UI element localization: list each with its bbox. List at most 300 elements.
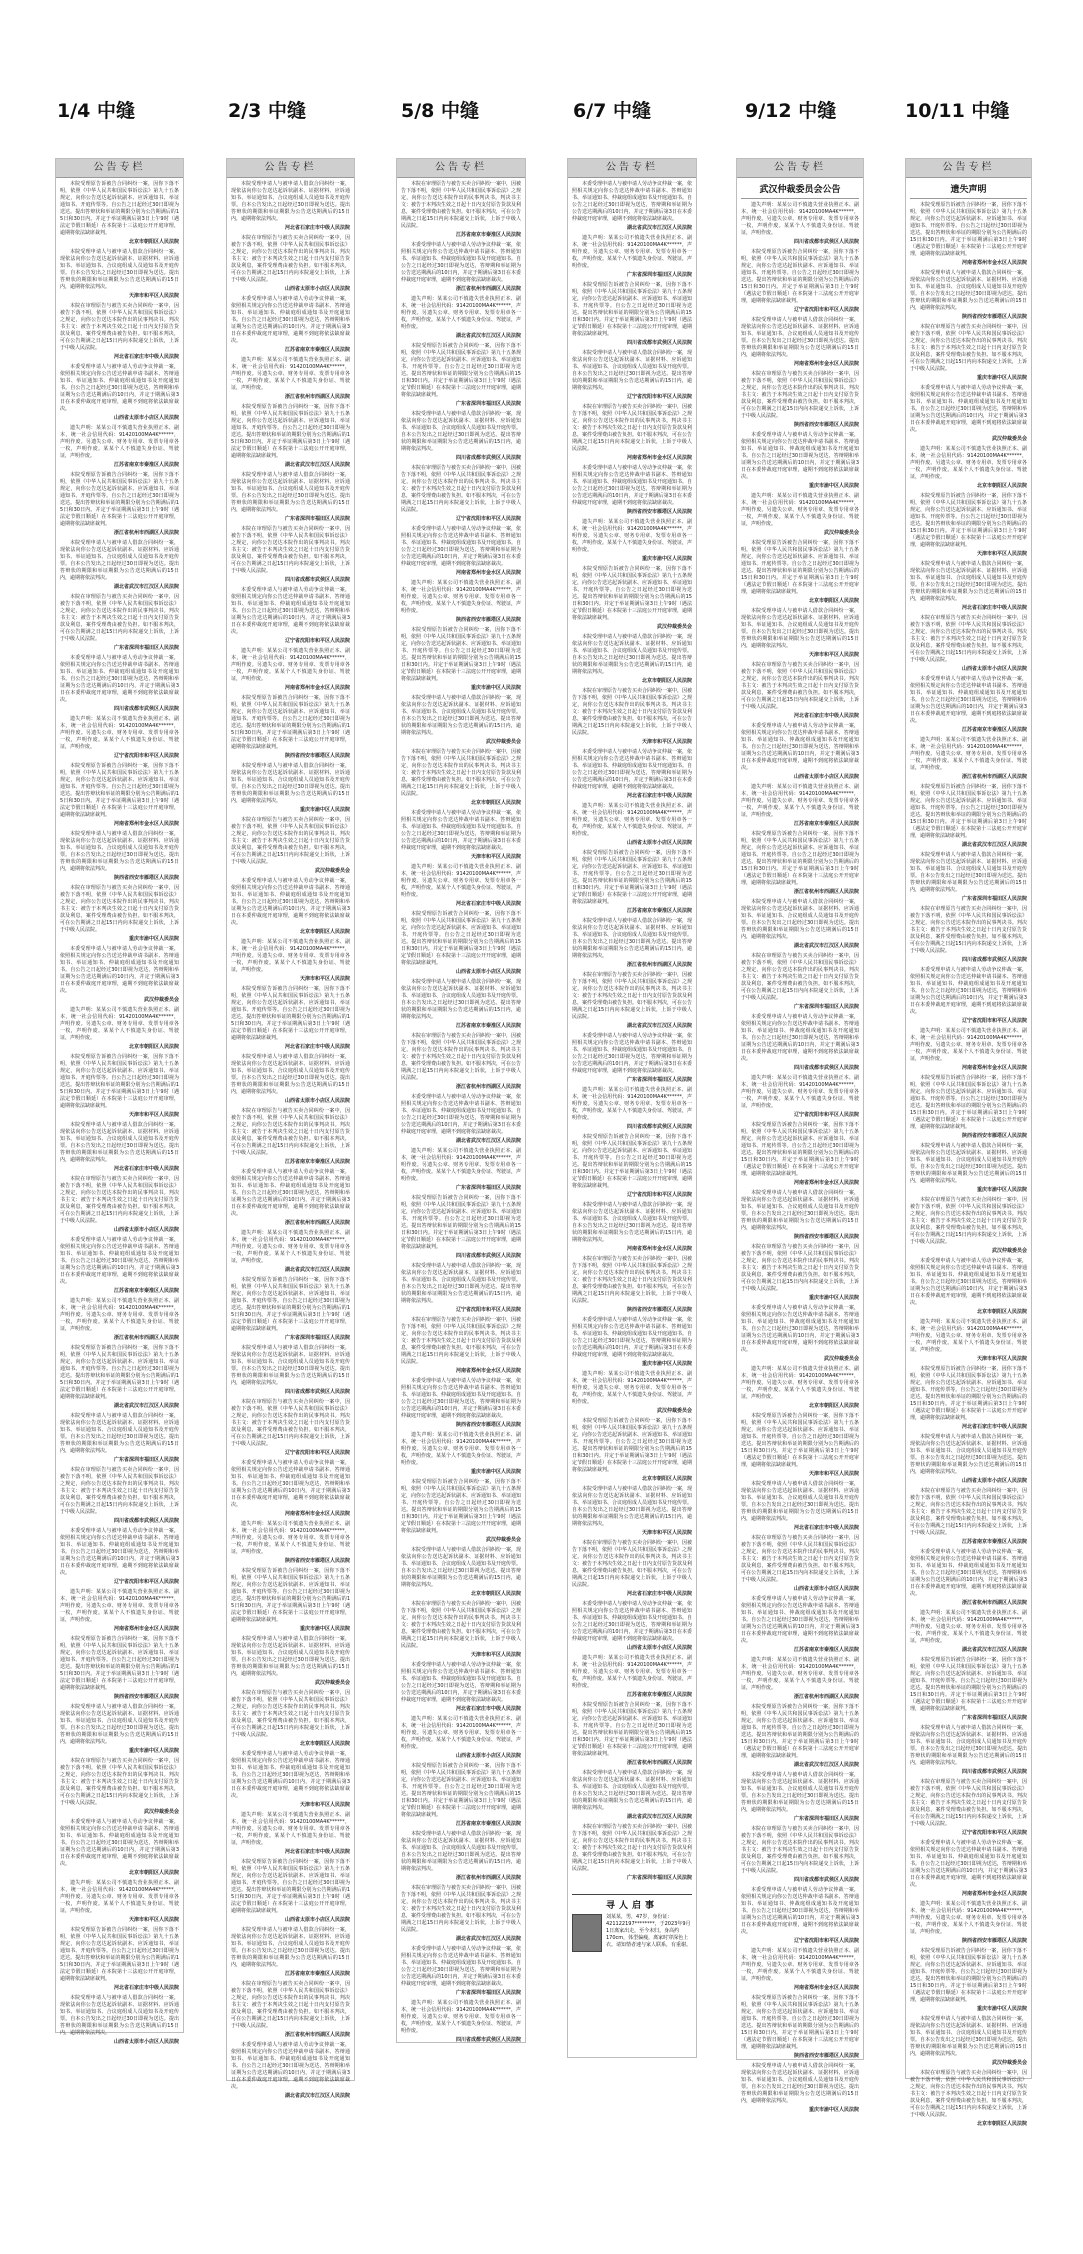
notice-signature: 陕西省西安市雁塔区人民法院 <box>113 1694 179 1700</box>
notice-signature: 四川省成都市武侯区人民法院 <box>793 239 859 245</box>
notice-paragraph: 本委受理申请人与被申请人劳动争议仲裁一案，依照相关规定向你公告送达仲裁申请书副本、答辩通知书、举证通知书、仲裁庭组成通知书及开庭通知书。自公告之日起经过30日即视为送达，答辩期和举证期为公告送达期满后的10日内，并定于期满后第3日在本委仲裁庭开庭审理，逾期不到庭将依法缺席裁决。 <box>401 1378 522 1419</box>
column-6 <box>905 158 1032 2127</box>
notice-signature: 河南省郑州市金水区人民法院 <box>284 685 350 691</box>
notice-signature: 天津市和平区人民法院 <box>976 1356 1027 1362</box>
notice-paragraph: 本院受理原告诉被告合同纠纷一案，因你下落不明，依照《中华人民共和国民事诉讼法》第九十五条规定，向你公告送达起诉状副本、应诉通知书、举证通知书、开庭传票等。自公告之日起经过30日即视为送达。提出答辩状和举证的期限分别为公告期满后的15日和30日内。并定于举证期满后第3日上午9时（遇法定节假日顺延）在本院第十三法庭公开开庭审理，逾期将依法缺席裁判。 <box>231 1277 350 1332</box>
notice-signature: 重庆市渝中区人民法院 <box>976 375 1027 381</box>
notice-paragraph: 本院在审理原告与被告买卖合同纠纷一案中，因被告下落不明，依照《中华人民共和国民事诉讼法》之规定，向你公告送达本院作出的民事判决书。判决书主文：被告于本判决生效之日起十日内支付原告货款及利息，案件受理费由被告负担。如不服本判决，可在公告期满之日起15日内向本院递交上诉状，上诉于中级人民法院。 <box>572 404 693 452</box>
notice-paragraph: 本委受理申请人与被申请人劳动争议仲裁一案，依照相关规定向你公告送达仲裁申请书副本、答辩通知书、举证通知书、仲裁庭组成通知书及开庭通知书。自公告之日起经过30日即视为送达，答辩期和举证期为公告送达期满后的10日内，并定于期满后第3日在本委仲裁庭开庭审理，逾期不到庭将依法缺席裁决。 <box>401 1946 522 1987</box>
notice-paragraph: 本委受理申请人与被申请人劳动争议仲裁一案，依照相关规定向你公告送达仲裁申请书副本、答辩通知书、举证通知书、仲裁庭组成通知书及开庭通知书。自公告之日起经过30日即视为送达，答辩期和举证期为公告送达期满后的10日内，并定于期满后第3日在本委仲裁庭开庭审理，逾期不到庭将依法缺席裁决。 <box>741 1596 859 1644</box>
notice-paragraph: 本院受理原告诉被告合同纠纷一案，因你下落不明，依照《中华人民共和国民事诉讼法》第九十五条规定，向你公告送达起诉状副本、应诉通知书、举证通知书、开庭传票等。自公告之日起经过30日即视为送达。提出答辩状和举证的期限分别为公告期满后的15日和30日内。并定于举证期满后第3日上午9时（遇法定节假日顺延）在本院第十三法庭公开开庭审理，逾期将依法缺席裁判。 <box>910 784 1027 839</box>
notice-paragraph: 本院受理原告诉被告合同纠纷一案，因你下落不明，依照《中华人民共和国民事诉讼法》第九十五条规定，向你公告送达起诉状副本、应诉通知书、举证通知书、开庭传票等。自公告之日起经过30日即视为送达。提出答辩状和举证的期限分别为公告期满后的15日和30日内。并定于举证期满后第3日上午9时（遇法定节假日顺延）在本院第十三法庭公开开庭审理，逾期将依法缺席裁判。 <box>401 911 522 966</box>
notice-signature: 重庆市渝中区人民法院 <box>641 556 692 562</box>
notice-signature: 河北省石家庄市中级人民法院 <box>455 1706 521 1712</box>
notice-signature: 江苏省南京市秦淮区人民法院 <box>626 1692 692 1698</box>
notice-paragraph: 本委受理申请人与被申请人劳动争议仲裁一案，依照相关规定向你公告送达仲裁申请书副本、答辩通知书、举证通知书、仲裁庭组成通知书及开庭通知书。自公告之日起经过30日即视为送达，答辩期和举证期为公告送达期满后的10日内，并定于期满后第3日在本委仲裁庭开庭审理，逾期不到庭将依法缺席裁决。 <box>60 1237 179 1285</box>
notice-paragraph: 本院受理申请人与被申请人借款合同纠纷一案，现依法向你公告送达起诉状副本、证据材料、应诉通知书、举证通知书、合议庭组成人员通知书及开庭传票。自本公告发出之日起经过30日即视为送达。提出答辩状的期限和举证期限为公告送达期满后的15日内，逾期将依法判决。 <box>401 1263 522 1304</box>
column-2 <box>226 158 355 2099</box>
notice-signature: 武汉仲裁委员会 <box>485 739 521 745</box>
notice-signature: 河南省郑州市金水区人民法院 <box>961 260 1027 266</box>
notice-paragraph: 本委受理申请人与被申请人劳动争议仲裁一案，依照相关规定向你公告送达仲裁申请书副本、答辩通知书、举证通知书、仲裁庭组成通知书及开庭通知书。自公告之日起经过30日即视为送达，答辩期和举证期为公告送达期满后的10日内，并定于期满后第3日在本委仲裁庭开庭审理，逾期不到庭将依法缺席裁决。 <box>231 878 350 926</box>
notice-paragraph: 本委受理申请人与被申请人劳动争议仲裁一案，依照相关规定向你公告送达仲裁申请书副本、答辩通知书、举证通知书、仲裁庭组成通知书及开庭通知书。自公告之日起经过30日即视为送达，答辩期和举证期为公告送达期满后的10日内，并定于期满后第3日在本委仲裁庭开庭审理，逾期不到庭将依法缺席裁决。 <box>401 242 522 283</box>
notice-signature: 湖北省武汉市江汉区人民法院 <box>626 1023 692 1029</box>
notice-signature: 浙江省杭州市西湖区人民法院 <box>626 1760 692 1766</box>
notice-paragraph: 本院受理原告诉被告合同纠纷一案，因你下落不明，依照《中华人民共和国民事诉讼法》第九十五条规定，向你公告送达起诉状副本、应诉通知书、举证通知书、开庭传票等。自公告之日起经过30日即视为送达。提出答辩状和举证的期限分别为公告期满后的15日和30日内。并定于举证期满后第3日上午9时（遇法定节假日顺延）在本院第十三法庭公开开庭审理，逾期将依法缺席裁判。 <box>60 1927 179 1982</box>
notice-paragraph: 本院受理原告诉被告合同纠纷一案，因你下落不明，依照《中华人民共和国民事诉讼法》第九十五条规定，向你公告送达起诉状副本、应诉通知书、举证通知书、开庭传票等。自公告之日起经过30日即视为送达。提出答辩状和举证的期限分别为公告期满后的15日和30日内。并定于举证期满后第3日上午9时（遇法定节假日顺延）在本院第十三法庭公开开庭审理，逾期将依法缺席裁判。 <box>60 1636 179 1691</box>
notice-paragraph: 本院受理原告诉被告合同纠纷一案，因你下落不明，依照《中华人民共和国民事诉讼法》第九十五条规定，向你公告送达起诉状副本、应诉通知书、举证通知书、开庭传票等。自公告之日起经过30日即视为送达。提出答辩状和举证的期限分别为公告期满后的15日和30日内。并定于举证期满后第3日上午9时（遇法定节假日顺延）在本院第十三法庭公开开庭审理，逾期将依法缺席裁判。 <box>401 1195 522 1250</box>
notice-paragraph: 本院在审理原告与被告买卖合同纠纷一案中，因被告下落不明，依照《中华人民共和国民事诉讼法》之规定，向你公告送达本院作出的民事判决书。判决书主文：被告于本判决生效之日起十日内支付原告货款及利息，案件受理费由被告负担。如不服本判决，可在公告期满之日起15日内向本院递交上诉状，上诉于中级人民法院。 <box>572 972 693 1020</box>
notice-paragraph: 本院受理原告诉被告合同纠纷一案，因你下落不明，依照《中华人民共和国民事诉讼法》第九十五条规定，向你公告送达起诉状副本、应诉通知书、举证通知书、开庭传票等。自公告之日起经过30日即视为送达。提出答辩状和举证的期限分别为公告期满后的15日和30日内。并定于举证期满后第3日上午9时（遇法定节假日顺延）在本院第十三法庭公开开庭审理，逾期将依法缺席裁判。 <box>910 1075 1027 1130</box>
notice-paragraph: 本院受理申请人与被申请人借款合同纠纷一案，现依法向你公告送达起诉状副本、证据材料、应诉通知书、举证通知书、合议庭组成人员通知书及开庭传票。自本公告发出之日起经过30日即视为送达。提出答辩状的期限和举证期限为公告送达期满后的15日内，逾期将依法判决。 <box>910 852 1027 893</box>
notice-signature: 重庆市渝中区人民法院 <box>641 1361 692 1367</box>
notice-signature: 重庆市渝中区人民法院 <box>299 1626 350 1632</box>
notice-paragraph: 本委受理申请人与被申请人劳动争议仲裁一案，依照相关规定向你公告送达仲裁申请书副本、答辩通知书、举证通知书、仲裁庭组成通知书及开庭通知书。自公告之日起经过30日即视为送达，答辩期和举证期为公告送达期满后的10日内，并定于期满后第3日在本委仲裁庭开庭审理，逾期不到庭将依法缺席裁决。 <box>401 1094 522 1135</box>
notice-paragraph: 本委受理申请人与被申请人劳动争议仲裁一案，依照相关规定向你公告送达仲裁申请书副本、答辩通知书、举证通知书、仲裁庭组成通知书及开庭通知书。自公告之日起经过30日即视为送达，答辩期和举证期为公告送达期满后的10日内，并定于期满后第3日在本委仲裁庭开庭审理，逾期不到庭将依法缺席裁决。 <box>910 1549 1027 1597</box>
column-4 <box>567 158 697 2058</box>
notice-paragraph: 本院受理申请人与被申请人借款合同纠纷一案，现依法向你公告送达起诉状副本、证据材料、应诉通知书、举证通知书、合议庭组成人员通知书及开庭传票。自本公告发出之日起经过30日即视为送达。提出答辩状的期限和举证期限为公告送达期满后的15日内，逾期将依法判决。 <box>741 1481 859 1522</box>
notice-signature: 天津市和平区人民法院 <box>128 293 179 299</box>
notice-signature: 江苏省南京市秦淮区人民法院 <box>455 232 521 238</box>
notice-paragraph: 本院受理原告诉被告合同纠纷一案，因你下落不明，依照《中华人民共和国民事诉讼法》第九十五条规定，向你公告送达起诉状副本、应诉通知书、举证通知书、开庭传票等。自公告之日起经过30日即视为送达。提出答辩状和举证的期限分别为公告期满后的15日和30日内。并定于举证期满后第3日上午9时（遇法定节假日顺延）在本院第十三法庭公开开庭审理，逾期将依法缺席裁判。 <box>60 763 179 818</box>
notice-signature: 北京市朝阳区人民法院 <box>470 800 521 806</box>
notice-signature: 武汉仲裁委员会 <box>314 868 350 874</box>
notice-signature: 北京市朝阳区人民法院 <box>808 598 859 604</box>
notice-paragraph: 本院受理申请人与被申请人借款合同纠纷一案，现依法向你公告送达起诉状副本、证据材料、应诉通知书、举证通知书、合议庭组成人员通知书及开庭传票。自本公告发出之日起经过30日即视为送达。提出答辩状的期限和举证期限为公告送达期满后的15日内，逾期将依法判决。 <box>741 1772 859 1813</box>
notice-signature: 北京市朝阳区人民法院 <box>641 678 692 684</box>
notice-paragraph: 本院受理申请人与被申请人借款合同纠纷一案，现依法向你公告送达起诉状副本、证据材料、应诉通知书、举证通知书、合议庭组成人员通知书及开庭传票。自本公告发出之日起经过30日即视为送达。提出答辩状的期限和举证期限为公告送达期满后的15日内，逾期将依法判决。 <box>741 317 859 358</box>
notice-paragraph: 本院受理原告诉被告合同纠纷一案，因你下落不明，依照《中华人民共和国民事诉讼法》第九十五条规定，向你公告送达起诉状副本、应诉通知书、举证通知书、开庭传票等。自公告之日起经过30日即视为送达。提出答辩状和举证的期限分别为公告期满后的15日和30日内。并定于举证期满后第3日上午9时（遇法定节假日顺延）在本院第十三法庭公开开庭审理，逾期将依法缺席裁判。 <box>741 249 859 304</box>
notice-paragraph: 遗失声明：某某公司不慎遗失营业执照正本、副本，统一社会信用代码：91420100MA4K******，声明作废。另遗失公章、财务专用章、发票专用章各一枚，声明作废。某某个人不慎遗失身份证、驾驶证，声明作废。 <box>910 737 1027 771</box>
notice-paragraph: 本院在审理原告与被告买卖合同纠纷一案中，因被告下落不明，依照《中华人民共和国民事诉讼法》之规定，向你公告送达本院作出的民事判决书。判决书主文：被告于本判决生效之日起十日内支付原告货款及利息，案件受理费由被告负担。如不服本判决，可在公告期满之日起15日内向本院递交上诉状，上诉于中级人民法院。 <box>572 1540 693 1588</box>
notice-paragraph: 遗失声明：某某公司不慎遗失营业执照正本、副本，统一社会信用代码：91420100MA4K******，声明作废。另遗失公章、财务专用章、发票专用章各一枚，声明作废。某某个人不慎遗失身份证、驾驶证，声明作废。 <box>401 2000 522 2034</box>
notice-text <box>737 199 863 2120</box>
notice-signature: 山西省太原市小店区人民法院 <box>961 1478 1027 1484</box>
notice-paragraph: 本院受理原告诉被告合同纠纷一案，因你下落不明，依照《中华人民共和国民事诉讼法》第九十五条规定，向你公告送达起诉状副本、应诉通知书、举证通知书、开庭传票等。自公告之日起经过30日即视为送达。提出答辩状和举证的期限分别为公告期满后的15日和30日内。并定于举证期满后第3日上午9时（遇法定节假日顺延）在本院第十三法庭公开开庭审理，逾期将依法缺席裁判。 <box>60 472 179 527</box>
notice-signature: 河北省石家庄市中级人民法院 <box>793 1525 859 1531</box>
notice-paragraph: 本院在审理原告与被告买卖合同纠纷一案中，因被告下落不明，依照《中华人民共和国民事诉讼法》之规定，向你公告送达本院作出的民事判决书。判决书主文：被告于本判决生效之日起十日内支付原告货款及利息，案件受理费由被告负担。如不服本判决，可在公告期满之日起15日内向本院递交上诉状，上诉于中级人民法院。 <box>231 1981 350 2029</box>
notice-paragraph: 本院受理原告诉被告合同纠纷一案，因你下落不明，依照《中华人民共和国民事诉讼法》第九十五条规定，向你公告送达起诉状副本、应诉通知书、举证通知书、开庭传票等。自公告之日起经过30日即视为送达。提出答辩状和举证的期限分别为公告期满后的15日和30日内。并定于举证期满后第3日上午9时（遇法定节假日顺延）在本院第十三法庭公开开庭审理，逾期将依法缺席裁判。 <box>910 1948 1027 2003</box>
notice-paragraph: 本院在审理原告与被告买卖合同纠纷一案中，因被告下落不明，依照《中华人民共和国民事诉讼法》之规定，向你公告送达本院作出的民事判决书。判决书主文：被告于本判决生效之日起十日内支付原告货款及利息，案件受理费由被告负担。如不服本判决，可在公告期满之日起15日内向本院递交上诉状，上诉于中级人民法院。 <box>910 1488 1027 1536</box>
column-header: 公告专栏 <box>737 159 863 178</box>
notice-paragraph: 本院受理原告诉被告合同纠纷一案，因你下落不明，依照《中华人民共和国民事诉讼法》第九十五条规定，向你公告送达起诉状副本、应诉通知书、举证通知书、开庭传票等。自公告之日起经过30日即视为送达。提出答辩状和举证的期限分别为公告期满后的15日和30日内。并定于举证期满后第3日上午9时（遇法定节假日顺延）在本院第十三法庭公开开庭审理，逾期将依法缺席裁判。 <box>910 202 1027 257</box>
notice-signature: 天津市和平区人民法院 <box>976 551 1027 557</box>
notice-signature: 河南省郑州市金水区人民法院 <box>284 1511 350 1517</box>
notice-signature: 河北省石家庄市中级人民法院 <box>961 605 1027 611</box>
notice-signature: 河南省郑州市金水区人民法院 <box>793 1180 859 1186</box>
notice-signature: 山西省太原市小店区人民法院 <box>626 840 692 846</box>
notice-paragraph: 本委受理申请人与被申请人劳动争议仲裁一案，依照相关规定向你公告送达仲裁申请书副本、答辩通知书、举证通知书、仲裁庭组成通知书及开庭通知书。自公告之日起经过30日即视为送达，答辩期和举证期为公告送达期满后的10日内，并定于期满后第3日在本委仲裁庭开庭审理，逾期不到庭将依法缺席裁决。 <box>60 655 179 703</box>
notice-signature: 江苏省南京市秦淮区人民法院 <box>961 1539 1027 1545</box>
notice-signature: 辽宁省沈阳市和平区人民法院 <box>113 753 179 759</box>
notice-signature: 天津市和平区人民法院 <box>641 1530 692 1536</box>
notice-signature: 武汉仲裁委员会 <box>823 530 859 536</box>
notice-signature: 江苏省南京市秦淮区人民法院 <box>284 1159 350 1165</box>
notice-signature: 浙江省杭州市西湖区人民法院 <box>455 1084 521 1090</box>
notice-paragraph: 本院在审理原告与被告买卖合同纠纷一案中，因被告下落不明，依照《中华人民共和国民事诉讼法》之规定，向你公告送达本院作出的民事判决书。判决书主文：被告于本判决生效之日起十日内支付原告货款及利息，案件受理费由被告负担。如不服本判决，可在公告期满之日起15日内向本院递交上诉状，上诉于中级人民法院。 <box>231 817 350 865</box>
notice-paragraph: 本委受理申请人与被申请人劳动争议仲裁一案，依照相关规定向你公告送达仲裁申请书副本、答辩通知书、举证通知书、仲裁庭组成通知书及开庭通知书。自公告之日起经过30日即视为送达，答辩期和举证期为公告送达期满后的10日内，并定于期满后第3日在本委仲裁庭开庭审理，逾期不到庭将依法缺席裁决。 <box>910 676 1027 724</box>
page-label-5: 9/12 中缝 <box>745 100 837 122</box>
notice-paragraph: 遗失声明：某某公司不慎遗失营业执照正本、副本，统一社会信用代码：91420100MA4K******，声明作废。另遗失公章、财务专用章、发票专用章各一枚，声明作废。某某个人不慎遗失身份证、驾驶证，声明作废。 <box>401 1148 522 1182</box>
notice-paragraph: 本院在审理原告与被告买卖合同纠纷一案中，因被告下落不明，依照《中华人民共和国民事诉讼法》之规定，向你公告送达本院作出的民事判决书。判决书主文：被告于本判决生效之日起十日内支付原告货款及利息，案件受理费由被告负担。如不服本判决，可在公告期满之日起15日内向本院递交上诉状，上诉于中级人民法院。 <box>401 749 522 797</box>
notice-paragraph: 本院受理申请人与被申请人借款合同纠纷一案，现依法向你公告送达起诉状副本、证据材料、应诉通知书、举证通知书、合议庭组成人员通知书及开庭传票。自本公告发出之日起经过30日即视为送达。提出答辩状的期限和举证期限为公告送达期满后的15日内，逾期将依法判决。 <box>60 1122 179 1163</box>
notice-signature: 河北省石家庄市中级人民法院 <box>284 225 350 231</box>
notice-paragraph: 本院受理原告诉被告合同纠纷一案，因你下落不明，依照《中华人民共和国民事诉讼法》第九十五条规定，向你公告送达起诉状副本、应诉通知书、举证通知书、开庭传票等。自公告之日起经过30日即视为送达。提出答辩状和举证的期限分别为公告期满后的15日和30日内。并定于举证期满后第3日上午9时（遇法定节假日顺延）在本院第十三法庭公开开庭审理，逾期将依法缺席裁判。 <box>572 1418 693 1473</box>
notice-signature: 辽宁省沈阳市和平区人民法院 <box>455 1307 521 1313</box>
notice-paragraph: 遗失声明：某某公司不慎遗失营业执照正本、副本，统一社会信用代码：91420100MA4K******，声明作废。另遗失公章、财务专用章、发票专用章各一枚，声明作废。某某个人不慎遗失身份证、驾驶证，声明作废。 <box>910 1319 1027 1353</box>
column-5 <box>736 158 864 2113</box>
notice-paragraph: 遗失声明：某某公司不慎遗失营业执照正本、副本，统一社会信用代码：91420100MA4K******，声明作废。另遗失公章、财务专用章、发票专用章各一枚，声明作废。某某个人不慎遗失身份证、驾驶证，声明作废。 <box>401 296 522 330</box>
notice-signature: 江苏省南京市秦淮区人民法院 <box>626 908 692 914</box>
notice-paragraph: 遗失声明：某某公司不慎遗失营业执照正本、副本，统一社会信用代码：91420100MA4K******，声明作废。另遗失公章、财务专用章、发票专用章各一枚，声明作废。某某个人不慎遗失身份证、驾驶证，声明作废。 <box>60 1880 179 1914</box>
notice-paragraph: 本院在审理原告与被告买卖合同纠纷一案中，因被告下落不明，依照《中华人民共和国民事诉讼法》之规定，向你公告送达本院作出的民事判决书。判决书主文：被告于本判决生效之日起十日内支付原告货款及利息，案件受理费由被告负担。如不服本判决，可在公告期满之日起15日内向本院递交上诉状，上诉于中级人民法院。 <box>60 1176 179 1224</box>
column-3 <box>396 158 526 2043</box>
notice-paragraph: 本委受理申请人与被申请人劳动争议仲裁一案，依照相关规定向你公告送达仲裁申请书副本、答辩通知书、举证通知书、仲裁庭组成通知书及开庭通知书。自公告之日起经过30日即视为送达，答辩期和举证期为公告送达期满后的10日内，并定于期满后第3日在本委仲裁庭开庭审理，逾期不到庭将依法缺席裁决。 <box>60 1819 179 1867</box>
notice-signature: 河南省郑州市金水区人民法院 <box>113 821 179 827</box>
notice-paragraph: 本委受理申请人与被申请人劳动争议仲裁一案，依照相关规定向你公告送达仲裁申请书副本、答辩通知书、举证通知书、仲裁庭组成通知书及开庭通知书。自公告之日起经过30日即视为送达，答辩期和举证期为公告送达期满后的10日内，并定于期满后第3日在本委仲裁庭开庭审理，逾期不到庭将依法缺席裁决。 <box>572 181 693 222</box>
missing-person-text: 刘某某，男，47岁，身份证：421122197********，于2023年9月1日离家出走，至今未归。身高约170cm，体型偏瘦，离家时穿深色上衣。请知情者速与家人联系，有重谢。 <box>606 1914 692 1948</box>
notice-paragraph: 本委受理申请人与被申请人劳动争议仲裁一案，依照相关规定向你公告送达仲裁申请书副本、答辩通知书、举证通知书、仲裁庭组成通知书及开庭通知书。自公告之日起经过30日即视为送达，答辩期和举证期为公告送达期满后的10日内，并定于期满后第3日在本委仲裁庭开庭审理，逾期不到庭将依法缺席裁决。 <box>572 1317 693 1358</box>
notice-paragraph: 本院受理申请人与被申请人借款合同纠纷一案，现依法向你公告送达起诉状副本、证据材料、应诉通知书、举证通知书、合议庭组成人员通知书及开庭传票。自本公告发出之日起经过30日即视为送达。提出答辩状的期限和举证期限为公告送达期满后的15日内，逾期将依法判决。 <box>910 1143 1027 1184</box>
notice-signature: 河南省郑州市金水区人民法院 <box>113 1626 179 1632</box>
notice-paragraph: 本院在审理原告与被告买卖合同纠纷一案中，因被告下落不明，依照《中华人民共和国民事诉讼法》之规定，向你公告送达本院作出的民事判决书。判决书主文：被告于本判决生效之日起十日内支付原告货款及利息，案件受理费由被告负担。如不服本判决，可在公告期满之日起15日内向本院递交上诉状，上诉于中级人民法院。 <box>60 303 179 351</box>
notice-signature: 浙江省杭州市西湖区人民法院 <box>961 774 1027 780</box>
notice-signature: 广东省深圳市福田区人民法院 <box>455 1990 521 1996</box>
notice-signature: 湖北省武汉市江汉区人民法院 <box>455 333 521 339</box>
missing-person-title: 寻人启事 <box>605 1901 658 1911</box>
notice-paragraph: 本院在审理原告与被告买卖合同纠纷一案中，因被告下落不明，依照《中华人民共和国民事诉讼法》之规定，向你公告送达本院作出的民事判决书。判决书主文：被告于本判决生效之日起十日内支付原告货款及利息，案件受理费由被告负担。如不服本判决，可在公告期满之日起15日内向本院递交上诉状，上诉于中级人民法院。 <box>741 953 859 1001</box>
notice-paragraph: 本院受理原告诉被告合同纠纷一案，因你下落不明，依照《中华人民共和国民事诉讼法》第九十五条规定，向你公告送达起诉状副本、应诉通知书、举证通知书、开庭传票等。自公告之日起经过30日即视为送达。提出答辩状和举证的期限分别为公告期满后的15日和30日内。并定于举证期满后第3日上午9时（遇法定节假日顺延）在本院第十三法庭公开开庭审理，逾期将依法缺席裁判。 <box>401 343 522 398</box>
notice-paragraph: 本院受理原告诉被告合同纠纷一案，因你下落不明，依照《中华人民共和国民事诉讼法》第九十五条规定，向你公告送达起诉状副本、应诉通知书、举证通知书、开庭传票等。自公告之日起经过30日即视为送达。提出答辩状和举证的期限分别为公告期满后的15日和30日内。并定于举证期满后第3日上午9时（遇法定节假日顺延）在本院第十三法庭公开开庭审理，逾期将依法缺席裁判。 <box>60 1054 179 1109</box>
notice-signature: 北京市朝阳区人民法院 <box>976 1309 1027 1315</box>
notice-paragraph: 遗失声明：某某公司不慎遗失营业执照正本、副本，统一社会信用代码：91420100MA4K******，声明作废。另遗失公章、财务专用章、发票专用章各一枚，声明作废。某某个人不慎遗失身份证、驾驶证，声明作废。 <box>401 864 522 898</box>
notice-signature: 陕西省西安市雁塔区人民法院 <box>626 509 692 515</box>
notice-signature: 湖北省武汉市江汉区人民法院 <box>626 225 692 231</box>
notice-paragraph: 本院受理申请人与被申请人借款合同纠纷一案，现依法向你公告送达起诉状副本、证据材料、应诉通知书、举证通知书、合议庭组成人员通知书及开庭传票。自本公告发出之日起经过30日即视为送达。提出答辩状的期限和举证期限为公告送达期满后的15日内，逾期将依法判决。 <box>60 831 179 872</box>
notice-signature: 重庆市渝中区人民法院 <box>299 807 350 813</box>
notice-paragraph: 本委受理申请人与被申请人劳动争议仲裁一案，依照相关规定向你公告送达仲裁申请书副本、答辩通知书、举证通知书、仲裁庭组成通知书及开庭通知书。自公告之日起经过30日即视为送达，答辩期和举证期为公告送达期满后的10日内，并定于期满后第3日在本委仲裁庭开庭审理，逾期不到庭将依法缺席裁决。 <box>741 1305 859 1353</box>
notice-signature: 河南省郑州市金水区人民法院 <box>961 1065 1027 1071</box>
notice-paragraph: 遗失声明：某某公司不慎遗失营业执照正本、副本，统一社会信用代码：91420100MA4K******，声明作废。另遗失公章、财务专用章、发票专用章各一枚，声明作废。某某个人不慎遗失身份证、驾驶证，声明作废。 <box>910 1028 1027 1062</box>
notice-paragraph: 本院在审理原告与被告买卖合同纠纷一案中，因被告下落不明，依照《中华人民共和国民事诉讼法》之规定，向你公告送达本院作出的民事判决书。判决书主文：被告于本判决生效之日起十日内支付原告货款及利息，案件受理费由被告负担。如不服本判决，可在公告期满之日起15日内向本院递交上诉状，上诉于中级人民法院。 <box>231 235 350 283</box>
notice-signature: 陕西省西安市雁塔区人民法院 <box>455 1422 521 1428</box>
notice-signature: 天津市和平区人民法院 <box>128 1112 179 1118</box>
notice-signature: 陕西省西安市雁塔区人民法院 <box>793 1234 859 1240</box>
notice-paragraph: 本院受理原告诉被告合同纠纷一案，因你下落不明，依照《中华人民共和国民事诉讼法》第九十五条规定，向你公告送达起诉状副本、应诉通知书、举证通知书、开庭传票等。自公告之日起经过30日即视为送达。提出答辩状和举证的期限分别为公告期满后的15日和30日内。并定于举证期满后第3日上午9时（遇法定节假日顺延）在本院第十三法庭公开开庭审理，逾期将依法缺席裁判。 <box>741 1704 859 1759</box>
notice-paragraph: 本院受理申请人与被申请人借款合同纠纷一案，现依法向你公告送达起诉状副本、证据材料、应诉通知书、举证通知书、合议庭组成人员通知书及开庭传票。自本公告发出之日起经过30日即视为送达。提出答辩状的期限和举证期限为公告送达期满后的15日内，逾期将依法判决。 <box>572 350 693 391</box>
notice-paragraph: 本院受理申请人与被申请人借款合同纠纷一案，现依法向你公告送达起诉状副本、证据材料、应诉通知书、举证通知书、合议庭组成人员通知书及开庭传票。自本公告发出之日起经过30日即视为送达。提出答辩状的期限和举证期限为公告送达期满后的15日内，逾期将依法判决。 <box>910 1434 1027 1475</box>
notice-signature: 河北省石家庄市中级人民法院 <box>455 901 521 907</box>
notice-paragraph: 本院受理申请人与被申请人借款合同纠纷一案，现依法向你公告送达起诉状副本、证据材料、应诉通知书、举证通知书、合议庭组成人员通知书及开庭传票。自本公告发出之日起经过30日即视为送达。提出答辩状的期限和举证期限为公告送达期满后的15日内，逾期将依法判决。 <box>910 2016 1027 2057</box>
notice-paragraph: 本院受理申请人与被申请人借款合同纠纷一案，现依法向你公告送达起诉状副本、证据材料、应诉通知书、举证通知书、合议庭组成人员通知书及开庭传票。自本公告发出之日起经过30日即视为送达。提出答辩状的期限和举证期限为公告送达期满后的15日内，逾期将依法判决。 <box>401 1547 522 1588</box>
notice-signature: 广东省深圳市福田区人民法院 <box>793 1816 859 1822</box>
notice-signature: 重庆市渝中区人民法院 <box>470 1469 521 1475</box>
notice-signature: 重庆市渝中区人民法院 <box>128 1748 179 1754</box>
notice-paragraph: 本院受理原告诉被告合同纠纷一案，因你下落不明，依照《中华人民共和国民事诉讼法》第九十五条规定，向你公告送达起诉状副本、应诉通知书、举证通知书、开庭传票等。自公告之日起经过30日即视为送达。提出答辩状和举证的期限分别为公告期满后的15日和30日内。并定于举证期满后第3日上午9时（遇法定节假日顺延）在本院第十三法庭公开开庭审理，逾期将依法缺席裁判。 <box>572 1134 693 1189</box>
notice-signature: 陕西省西安市雁塔区人民法院 <box>113 875 179 881</box>
notice-paragraph: 本委受理申请人与被申请人劳动争议仲裁一案，依照相关规定向你公告送达仲裁申请书副本、答辩通知书、举证通知书、仲裁庭组成通知书及开庭通知书。自公告之日起经过30日即视为送达，答辩期和举证期为公告送达期满后的10日内，并定于期满后第3日在本委仲裁庭开庭审理，逾期不到庭将依法缺席裁决。 <box>401 1662 522 1703</box>
notice-paragraph: 本院受理申请人与被申请人借款合同纠纷一案，现依法向你公告送达起诉状副本、证据材料、应诉通知书、举证通知书、合议庭组成人员通知书及开庭传票。自本公告发出之日起经过30日即视为送达。提出答辩状的期限和举证期限为公告送达期满后的15日内，逾期将依法判决。 <box>231 1345 350 1386</box>
notice-signature: 辽宁省沈阳市和平区人民法院 <box>455 516 521 522</box>
notice-paragraph: 本院受理申请人与被申请人借款合同纠纷一案，现依法向你公告送达起诉状副本、证据材料、应诉通知书、举证通知书、合议庭组成人员通知书及开庭传票。自本公告发出之日起经过30日即视为送达。提出答辩状的期限和举证期限为公告送达期满后的15日内，逾期将依法判决。 <box>401 695 522 736</box>
notice-paragraph: 本院受理申请人与被申请人借款合同纠纷一案，现依法向你公告送达起诉状副本、证据材料、应诉通知书、举证通知书、合议庭组成人员通知书及开庭传票。自本公告发出之日起经过30日即视为送达。提出答辩状的期限和举证期限为公告送达期满后的15日内，逾期将依法判决。 <box>231 763 350 804</box>
notice-signature: 河南省郑州市金水区人民法院 <box>626 455 692 461</box>
notice-signature: 辽宁省沈阳市和平区人民法院 <box>793 1938 859 1944</box>
notice-signature: 武汉仲裁委员会 <box>991 2060 1027 2066</box>
missing-person-photo <box>572 1914 602 1952</box>
notice-signature: 天津市和平区人民法院 <box>128 1917 179 1923</box>
notice-signature: 山西省太原市小店区人民法院 <box>455 969 521 975</box>
notice-signature: 河北省石家庄市中级人民法院 <box>113 1985 179 1991</box>
notice-paragraph: 本院在审理原告与被告买卖合同纠纷一案中，因被告下落不明，依照《中华人民共和国民事诉讼法》之规定，向你公告送达本院作出的民事判决书。判决书主文：被告于本判决生效之日起十日内支付原告货款及利息，案件受理费由被告负担。如不服本判决，可在公告期满之日起15日内向本院递交上诉状，上诉于中级人民法院。 <box>741 371 859 419</box>
notice-signature: 四川省成都市武侯区人民法院 <box>455 1253 521 1259</box>
notice-signature: 辽宁省沈阳市和平区人民法院 <box>626 394 692 400</box>
notice-signature: 湖北省武汉市江汉区人民法院 <box>113 584 179 590</box>
notice-signature: 陕西省西安市雁塔区人民法院 <box>793 2053 859 2059</box>
notice-paragraph: 本委受理申请人与被申请人劳动争议仲裁一案，依照相关规定向你公告送达仲裁申请书副本、答辩通知书、举证通知书、仲裁庭组成通知书及开庭通知书。自公告之日起经过30日即视为送达，答辩期和举证期为公告送达期满后的10日内，并定于期满后第3日在本委仲裁庭开庭审理，逾期不到庭将依法缺席裁决。 <box>231 1460 350 1508</box>
notice-paragraph: 本委受理申请人与被申请人劳动争议仲裁一案，依照相关规定向你公告送达仲裁申请书副本、答辩通知书、举证通知书、仲裁庭组成通知书及开庭通知书。自公告之日起经过30日即视为送达，答辩期和举证期为公告送达期满后的10日内，并定于期满后第3日在本委仲裁庭开庭审理，逾期不到庭将依法缺席裁决。 <box>741 432 859 480</box>
notice-paragraph: 本院受理申请人与被申请人借款合同纠纷一案，现依法向你公告送达起诉状副本、证据材料、应诉通知书、举证通知书、合议庭组成人员通知书及开庭传票。自本公告发出之日起经过30日即视为送达。提出答辩状的期限和举证期限为公告送达期满后的15日内，逾期将依法判决。 <box>572 1770 693 1811</box>
notice-signature: 山西省太原市小店区人民法院 <box>793 774 859 780</box>
notice-paragraph: 本院受理原告诉被告合同纠纷一案，因你下落不明，依照《中华人民共和国民事诉讼法》第九十五条规定，向你公告送达起诉状副本、应诉通知书、举证通知书、开庭传票等。自公告之日起经过30日即视为送达。提出答辩状和举证的期限分别为公告期满后的15日和30日内。并定于举证期满后第3日上午9时（遇法定节假日顺延）在本院第十三法庭公开开庭审理，逾期将依法缺席裁判。 <box>231 1859 350 1914</box>
notice-paragraph: 遗失声明：某某公司不慎遗失营业执照正本、副本，统一社会信用代码：91420100MA4K******，声明作废。另遗失公章、财务专用章、发票专用章各一枚，声明作废。某某个人不慎遗失身份证、驾驶证，声明作废。 <box>60 1589 179 1623</box>
notice-paragraph: 本院受理原告诉被告合同纠纷一案，因你下落不明，依照《中华人民共和国民事诉讼法》第九十五条规定，向你公告送达起诉状副本、应诉通知书、举证通知书、开庭传票等。自公告之日起经过30日即视为送达。提出答辩状和举证的期限分别为公告期满后的15日和30日内。并定于举证期满后第3日上午9时（遇法定节假日顺延）在本院第十三法庭公开开庭审理，逾期将依法缺席裁判。 <box>741 1122 859 1177</box>
notice-signature: 天津市和平区人民法院 <box>299 1802 350 1808</box>
notice-signature: 辽宁省沈阳市和平区人民法院 <box>961 1830 1027 1836</box>
missing-person-notice <box>572 1894 692 1952</box>
notice-signature: 四川省成都市武侯区人民法院 <box>455 2037 521 2043</box>
notice-paragraph: 遗失声明：某某公司不慎遗失营业执照正本、副本，统一社会信用代码：91420100MA4K******，声明作废。另遗失公章、财务专用章、发票专用章各一枚，声明作废。某某个人不慎遗失身份证、驾驶证，声明作废。 <box>231 1812 350 1846</box>
notice-paragraph: 本院在审理原告与被告买卖合同纠纷一案中，因被告下落不明，依照《中华人民共和国民事诉讼法》之规定，向你公告送达本院作出的民事判决书。判决书主文：被告于本判决生效之日起十日内支付原告货款及利息，案件受理费由被告负担。如不服本判决，可在公告期满之日起15日内向本院递交上诉状，上诉于中级人民法院。 <box>741 662 859 710</box>
notice-signature: 武汉仲裁委员会 <box>656 1408 692 1414</box>
notice-paragraph: 遗失声明：某某公司不慎遗失营业执照正本、副本，统一社会信用代码：91420100MA4K******，声明作废。另遗失公章、财务专用章、发票专用章各一枚，声明作废。某某个人不慎遗失身份证、驾驶证，声明作废。 <box>231 939 350 973</box>
notice-signature: 湖北省武汉市江汉区人民法院 <box>455 1936 521 1942</box>
notice-signature: 北京市朝阳区人民法院 <box>128 1044 179 1050</box>
notice-paragraph: 本委受理申请人与被申请人劳动争议仲裁一案，依照相关规定向你公告送达仲裁申请书副本、答辩通知书、举证通知书、仲裁庭组成通知书及开庭通知书。自公告之日起经过30日即视为送达，答辩期和举证期为公告送达期满后的10日内，并定于期满后第3日在本委仲裁庭开庭审理，逾期不到庭将依法缺席裁决。 <box>572 1601 693 1642</box>
notice-signature: 重庆市渝中区人民法院 <box>128 936 179 942</box>
notice-paragraph: 遗失声明：某某公司不慎遗失营业执照正本、副本，统一社会信用代码：91420100MA4K******，声明作废。另遗失公章、财务专用章、发票专用章各一枚，声明作废。某某个人不慎遗失身份证、驾驶证，声明作废。 <box>231 648 350 682</box>
notice-signature: 辽宁省沈阳市和平区人民法院 <box>284 1450 350 1456</box>
notice-signature: 广东省深圳市福田区人民法院 <box>626 1077 692 1083</box>
notice-signature: 辽宁省沈阳市和平区人民法院 <box>626 1192 692 1198</box>
notice-paragraph: 本院受理原告诉被告合同纠纷一案，因你下落不明，依照《中华人民共和国民事诉讼法》第九十五条规定，向你公告送达起诉状副本、应诉通知书、举证通知书、开庭传票等。自公告之日起经过30日即视为送达。提出答辩状和举证的期限分别为公告期满后的15日和30日内。并定于举证期满后第3日上午9时（遇法定节假日顺延）在本院第十三法庭公开开庭审理，逾期将依法缺席裁判。 <box>910 1657 1027 1712</box>
notice-signature: 河南省郑州市金水区人民法院 <box>961 1891 1027 1897</box>
notice-paragraph: 本院受理申请人与被申请人借款合同纠纷一案，现依法向你公告送达起诉状副本、证据材料、应诉通知书、举证通知书、合议庭组成人员通知书及开庭传票。自本公告发出之日起经过30日即视为送达。提出答辩状的期限和举证期限为公告送达期满后的15日内，逾期将依法判决。 <box>741 899 859 940</box>
notice-paragraph: 本院受理原告诉被告合同纠纷一案，因你下落不明，依照《中华人民共和国民事诉讼法》第九十五条规定，向你公告送达起诉状副本、应诉通知书、举证通知书、开庭传票等。自公告之日起经过30日即视为送达。提出答辩状和举证的期限分别为公告期满后的15日和30日内。并定于举证期满后第3日上午9时（遇法定节假日顺延）在本院第十三法庭公开开庭审理，逾期将依法缺席裁判。 <box>910 1366 1027 1421</box>
notice-paragraph: 本院受理原告诉被告合同纠纷一案，因你下落不明，依照《中华人民共和国民事诉讼法》第九十五条规定，向你公告送达起诉状副本、应诉通知书、举证通知书、开庭传票等。自公告之日起经过30日即视为送达。提出答辩状和举证的期限分别为公告期满后的15日和30日内。并定于举证期满后第3日上午9时（遇法定节假日顺延）在本院第十三法庭公开开庭审理，逾期将依法缺席裁判。 <box>741 1413 859 1468</box>
notice-paragraph: 本院受理原告诉被告合同纠纷一案，因你下落不明，依照《中华人民共和国民事诉讼法》第九十五条规定，向你公告送达起诉状副本、应诉通知书、举证通知书、开庭传票等。自公告之日起经过30日即视为送达。提出答辩状和举证的期限分别为公告期满后的15日和30日内。并定于举证期满后第3日上午9时（遇法定节假日顺延）在本院第十三法庭公开开庭审理，逾期将依法缺席裁判。 <box>401 1763 522 1818</box>
notice-paragraph: 本院在审理原告与被告买卖合同纠纷一案中，因被告下落不明，依照《中华人民共和国民事诉讼法》之规定，向你公告送达本院作出的民事判决书。判决书主文：被告于本判决生效之日起十日内支付原告货款及利息，案件受理费由被告负担。如不服本判决，可在公告期满之日起15日内向本院递交上诉状，上诉于中级人民法院。 <box>60 885 179 933</box>
notice-paragraph: 本院受理申请人与被申请人借款合同纠纷一案，现依法向你公告送达起诉状副本、证据材料、应诉通知书、举证通知书、合议庭组成人员通知书及开庭传票。自本公告发出之日起经过30日即视为送达。提出答辩状的期限和举证期限为公告送达期满后的15日内，逾期将依法判决。 <box>231 1636 350 1677</box>
notice-paragraph: 遗失声明：某某公司不慎遗失营业执照正本、副本，统一社会信用代码：91420100MA4K******，声明作废。另遗失公章、财务专用章、发票专用章各一枚，声明作废。某某个人不慎遗失身份证、驾驶证，声明作废。 <box>910 1901 1027 1935</box>
notice-signature: 江苏省南京市秦淮区人民法院 <box>793 821 859 827</box>
notice-signature: 河北省石家庄市中级人民法院 <box>626 793 692 799</box>
notice-signature: 北京市朝阳区人民法院 <box>976 2121 1027 2127</box>
notice-signature: 江苏省南京市秦淮区人民法院 <box>961 727 1027 733</box>
notice-signature: 湖北省武汉市江汉区人民法院 <box>284 2093 350 2099</box>
notice-paragraph: 本委受理申请人与被申请人劳动争议仲裁一案，依照相关规定向你公告送达仲裁申请书副本、答辩通知书、举证通知书、仲裁庭组成通知书及开庭通知书。自公告之日起经过30日即视为送达，答辩期和举证期为公告送达期满后的10日内，并定于期满后第3日在本委仲裁庭开庭审理，逾期不到庭将依法缺席裁决。 <box>401 810 522 851</box>
notice-paragraph: 本院在审理原告与被告买卖合同纠纷一案中，因被告下落不明，依照《中华人民共和国民事诉讼法》之规定，向你公告送达本院作出的民事判决书。判决书主文：被告于本判决生效之日起十日内支付原告货款及利息，案件受理费由被告负担。如不服本判决，可在公告期满之日起15日内向本院递交上诉状，上诉于中级人民法院。 <box>401 1885 522 1933</box>
notice-paragraph: 遗失声明：某某公司不慎遗失营业执照正本、副本，统一社会信用代码：91420100MA4K******，声明作废。另遗失公章、财务专用章、发票专用章各一枚，声明作废。某某个人不慎遗失身份证、驾驶证，声明作废。 <box>910 1610 1027 1644</box>
notice-paragraph: 本院受理申请人与被申请人借款合同纠纷一案，现依法向你公告送达起诉状副本、证据材料、应诉通知书、举证通知书、合议庭组成人员通知书及开庭传票。自本公告发出之日起经过30日即视为送达。提出答辩状的期限和举证期限为公告送达期满后的15日内，逾期将依法判决。 <box>741 2063 859 2104</box>
notice-paragraph: 本院在审理原告与被告买卖合同纠纷一案中，因被告下落不明，依照《中华人民共和国民事诉讼法》之规定，向你公告送达本院作出的民事判决书。判决书主文：被告于本判决生效之日起十日内支付原告货款及利息，案件受理费由被告负担。如不服本判决，可在公告期满之日起15日内向本院递交上诉状，上诉于中级人民法院。 <box>231 1399 350 1447</box>
notice-paragraph: 遗失声明：某某公司不慎遗失营业执照正本、副本，统一社会信用代码：91420100MA4K******，声明作废。另遗失公章、财务专用章、发票专用章各一枚，声明作废。某某个人不慎遗失身份证、驾驶证，声明作废。 <box>572 1371 693 1405</box>
notice-signature: 陕西省西安市雁塔区人民法院 <box>626 1307 692 1313</box>
notice-signature: 四川省成都市武侯区人民法院 <box>626 340 692 346</box>
notice-paragraph: 本院受理原告诉被告合同纠纷一案，因你下落不明，依照《中华人民共和国民事诉讼法》第九十五条规定，向你公告送达起诉状副本、应诉通知书、举证通知书、开庭传票等。自公告之日起经过30日即视为送达。提出答辩状和举证的期限分别为公告期满后的15日和30日内。并定于举证期满后第3日上午9时（遇法定节假日顺延）在本院第十三法庭公开开庭审理，逾期将依法缺席裁判。 <box>741 1995 859 2050</box>
notice-paragraph: 遗失声明：某某公司不慎遗失营业执照正本、副本，统一社会信用代码：91420100MA4K******，声明作废。另遗失公章、财务专用章、发票专用章各一枚，声明作废。某某个人不慎遗失身份证、驾驶证，声明作废。 <box>741 1366 859 1400</box>
notice-paragraph: 本委受理申请人与被申请人劳动争议仲裁一案，依照相关规定向你公告送达仲裁申请书副本、答辩通知书、举证通知书、仲裁庭组成通知书及开庭通知书。自公告之日起经过30日即视为送达，答辩期和举证期为公告送达期满后的10日内，并定于期满后第3日在本委仲裁庭开庭审理，逾期不到庭将依法缺席裁决。 <box>910 1258 1027 1306</box>
notice-signature: 浙江省杭州市西湖区人民法院 <box>284 394 350 400</box>
notice-signature: 山西省太原市小店区人民法院 <box>284 286 350 292</box>
notice-paragraph: 遗失声明：某某公司不慎遗失营业执照正本、副本，统一社会信用代码：91420100MA4K******，声明作废。另遗失公章、财务专用章、发票专用章各一枚，声明作废。某某个人不慎遗失身份证、驾驶证，声明作废。 <box>231 1230 350 1264</box>
notice-paragraph: 本院受理申请人与被申请人借款合同纠纷一案，现依法向你公告送达起诉状副本、证据材料、应诉通知书、举证通知书、合议庭组成人员通知书及开庭传票。自本公告发出之日起经过30日即视为送达。提出答辩状的期限和举证期限为公告送达期满后的15日内，逾期将依法判决。 <box>910 561 1027 602</box>
notice-signature: 四川省成都市武侯区人民法院 <box>455 455 521 461</box>
notice-paragraph: 本委受理申请人与被申请人劳动争议仲裁一案，依照相关规定向你公告送达仲裁申请书副本、答辩通知书、举证通知书、仲裁庭组成通知书及开庭通知书。自公告之日起经过30日即视为送达，答辩期和举证期为公告送达期满后的10日内，并定于期满后第3日在本委仲裁庭开庭审理，逾期不到庭将依法缺席裁决。 <box>231 1751 350 1799</box>
notice-paragraph: 本院受理原告诉被告合同纠纷一案，因你下落不明，依照《中华人民共和国民事诉讼法》第九十五条规定，向你公告送达起诉状副本、应诉通知书、举证通知书、开庭传票等。自公告之日起经过30日即视为送达。提出答辩状和举证的期限分别为公告期满后的15日和30日内。并定于举证期满后第3日上午9时（遇法定节假日顺延）在本院第十三法庭公开开庭审理，逾期将依法缺席裁判。 <box>572 850 693 905</box>
notice-signature: 浙江省杭州市西湖区人民法院 <box>793 889 859 895</box>
notice-signature: 湖北省武汉市江汉区人民法院 <box>284 462 350 468</box>
notice-signature: 山西省太原市小店区人民法院 <box>113 1227 179 1233</box>
notice-signature: 河南省郑州市金水区人民法院 <box>793 1985 859 1991</box>
notice-paragraph: 遗失声明：某某公司不慎遗失营业执照正本、副本，统一社会信用代码：91420100MA4K******，声明作废。另遗失公章、财务专用章、发票专用章各一枚，声明作废。某某个人不慎遗失身份证、驾驶证，声明作废。 <box>572 803 693 837</box>
notice-paragraph: 本院在审理原告与被告买卖合同纠纷一案中，因被告下落不明，依照《中华人民共和国民事诉讼法》之规定，向你公告送达本院作出的民事判决书。判决书主文：被告于本判决生效之日起十日内支付原告货款及利息，案件受理费由被告负担。如不服本判决，可在公告期满之日起15日内向本院递交上诉状，上诉于中级人民法院。 <box>60 1758 179 1806</box>
notice-paragraph: 遗失声明：某某公司不慎遗失营业执照正本、副本，统一社会信用代码：91420100MA4K******，声明作废。另遗失公章、财务专用章、发票专用章各一枚，声明作废。某某个人不慎遗失身份证、驾驶证，声明作废。 <box>401 580 522 614</box>
notice-paragraph: 本委受理申请人与被申请人劳动争议仲裁一案，依照相关规定向你公告送达仲裁申请书副本、答辩通知书、举证通知书、仲裁庭组成通知书及开庭通知书。自公告之日起经过30日即视为送达，答辩期和举证期为公告送达期满后的10日内，并定于期满后第3日在本委仲裁庭开庭审理，逾期不到庭将依法缺席裁决。 <box>741 1887 859 1935</box>
notice-paragraph: 遗失声明：某某公司不慎遗失营业执照正本、副本，统一社会信用代码：91420100MA4K******，声明作废。另遗失公章、财务专用章、发票专用章各一枚，声明作废。某某个人不慎遗失身份证、驾驶证，声明作废。 <box>60 716 179 750</box>
notice-signature: 武汉仲裁委员会 <box>314 1680 350 1686</box>
notice-signature: 北京市朝阳区人民法院 <box>470 1591 521 1597</box>
notice-paragraph: 本委受理申请人与被申请人劳动争议仲裁一案，依照相关规定向你公告送达仲裁申请书副本、答辩通知书、举证通知书、仲裁庭组成通知书及开庭通知书。自公告之日起经过30日即视为送达，答辩期和举证期为公告送达期满后的10日内，并定于期满后第3日在本委仲裁庭开庭审理，逾期不到庭将依法缺席裁决。 <box>910 967 1027 1015</box>
notice-paragraph: 本委受理申请人与被申请人劳动争议仲裁一案，依照相关规定向你公告送达仲裁申请书副本、答辩通知书、举证通知书、仲裁庭组成通知书及开庭通知书。自公告之日起经过30日即视为送达，答辩期和举证期为公告送达期满后的10日内，并定于期满后第3日在本委仲裁庭开庭审理，逾期不到庭将依法缺席裁决。 <box>231 296 350 344</box>
notice-paragraph: 遗失声明：某某公司不慎遗失营业执照正本、副本，统一社会信用代码：91420100MA4K******，声明作废。另遗失公章、财务专用章、发票专用章各一枚，声明作废。某某个人不慎遗失身份证、驾驶证，声明作废。 <box>741 493 859 527</box>
column-header: 公告专栏 <box>906 159 1031 178</box>
column-subtitle: 遗失声明 <box>910 178 1027 199</box>
notice-text <box>906 199 1031 2134</box>
notice-paragraph: 遗失声明：某某公司不慎遗失营业执照正本、副本，统一社会信用代码：91420100MA4K******，声明作废。另遗失公章、财务专用章、发票专用章各一枚，声明作废。某某个人不慎遗失身份证、驾驶证，声明作废。 <box>572 235 693 269</box>
column-header: 公告专栏 <box>397 159 525 178</box>
notice-signature: 重庆市渝中区人民法院 <box>976 2006 1027 2012</box>
notice-signature: 山西省太原市小店区人民法院 <box>455 1753 521 1759</box>
notice-paragraph: 遗失声明：某某公司不慎遗失营业执照正本、副本，统一社会信用代码：91420100MA4K******，声明作废。另遗失公章、财务专用章、发票专用章各一枚，声明作废。某某个人不慎遗失身份证、驾驶证，声明作废。 <box>741 1657 859 1691</box>
column-header: 公告专栏 <box>227 159 354 178</box>
notice-signature: 武汉仲裁委员会 <box>143 997 179 1003</box>
notice-signature: 河南省郑州市金水区人民法院 <box>626 1246 692 1252</box>
notice-signature: 广东省深圳市福田区人民法院 <box>793 1004 859 1010</box>
notice-paragraph: 本委受理申请人与被申请人劳动争议仲裁一案，依照相关规定向你公告送达仲裁申请书副本、答辩通知书、举证通知书、仲裁庭组成通知书及开庭通知书。自公告之日起经过30日即视为送达，答辩期和举证期为公告送达期满后的10日内，并定于期满后第3日在本委仲裁庭开庭审理，逾期不到庭将依法缺席裁决。 <box>572 749 693 790</box>
notice-signature: 武汉仲裁委员会 <box>656 624 692 630</box>
notice-paragraph: 遗失声明：某某公司不慎遗失营业执照正本、副本，统一社会信用代码：91420100MA4K******，声明作废。另遗失公章、财务专用章、发票专用章各一枚，声明作废。某某个人不慎遗失身份证、驾驶证，声明作废。 <box>60 1007 179 1041</box>
notice-paragraph: 本院在审理原告与被告买卖合同纠纷一案中，因被告下落不明，依照《中华人民共和国民事诉讼法》之规定，向你公告送达本院作出的民事判决书。判决书主文：被告于本判决生效之日起十日内支付原告货款及利息，案件受理费由被告负担。如不服本判决，可在公告期满之日起15日内向本院递交上诉状，上诉于中级人民法院。 <box>572 1256 693 1304</box>
notice-signature: 江苏省南京市秦淮区人民法院 <box>284 347 350 353</box>
column-subtitle: 武汉仲裁委员会公告 <box>741 178 859 199</box>
notice-paragraph: 本院受理申请人与被申请人借款合同纠纷一案，现依法向你公告送达起诉状副本、证据材料、应诉通知书、举证通知书、合议庭组成人员通知书及开庭传票。自本公告发出之日起经过30日即视为送达。提出答辩状的期限和举证期限为公告送达期满后的15日内，逾期将依法判决。 <box>231 1054 350 1095</box>
notice-signature: 河北省石家庄市中级人民法院 <box>793 713 859 719</box>
notice-paragraph: 本委受理申请人与被申请人劳动争议仲裁一案，依照相关规定向你公告送达仲裁申请书副本、答辩通知书、举证通知书、仲裁庭组成通知书及开庭通知书。自公告之日起经过30日即视为送达，答辩期和举证期为公告送达期满后的10日内，并定于期满后第3日在本委仲裁庭开庭审理，逾期不到庭将依法缺席裁决。 <box>741 1014 859 1062</box>
page-label-2: 2/3 中缝 <box>228 100 306 122</box>
notice-signature: 陕西省西安市雁塔区人民法院 <box>961 1133 1027 1139</box>
notice-paragraph: 遗失声明：某某公司不慎遗失营业执照正本、副本，统一社会信用代码：91420100MA4K******，声明作废。另遗失公章、财务专用章、发票专用章各一枚，声明作废。某某个人不慎遗失身份证、驾驶证，声明作废。 <box>60 425 179 459</box>
notice-paragraph: 本院受理申请人与被申请人借款合同纠纷一案，现依法向你公告送达起诉状副本、证据材料、应诉通知书、举证通知书、合议庭组成人员通知书及开庭传票。自本公告发出之日起经过30日即视为送达。提出答辩状的期限和举证期限为公告送达期满后的15日内，逾期将依法判决。 <box>231 1927 350 1968</box>
notice-signature: 浙江省杭州市西湖区人民法院 <box>626 962 692 968</box>
notice-paragraph: 本院受理原告诉被告合同纠纷一案，因你下落不明，依照《中华人民共和国民事诉讼法》第九十五条规定，向你公告送达起诉状副本、应诉通知书、举证通知书、开庭传票等。自公告之日起经过30日即视为送达。提出答辩状和举证的期限分别为公告期满后的15日和30日内。并定于举证期满后第3日上午9时（遇法定节假日顺延）在本院第十三法庭公开开庭审理，逾期将依法缺席裁判。 <box>572 566 693 621</box>
notice-signature: 武汉仲裁委员会 <box>991 436 1027 442</box>
notice-signature: 四川省成都市武侯区人民法院 <box>284 1389 350 1395</box>
notice-signature: 河北省石家庄市中级人民法院 <box>284 1849 350 1855</box>
notice-signature: 天津市和平区人民法院 <box>470 854 521 860</box>
notice-signature: 湖北省武汉市江汉区人民法院 <box>961 842 1027 848</box>
notice-signature: 浙江省杭州市西湖区人民法院 <box>455 286 521 292</box>
notice-paragraph: 本院在审理原告与被告买卖合同纠纷一案中，因被告下落不明，依照《中华人民共和国民事诉讼法》之规定，向你公告送达本院作出的民事判决书。判决书主文：被告于本判决生效之日起十日内支付原告货款及利息，案件受理费由被告负担。如不服本判决，可在公告期满之日起15日内向本院递交上诉状，上诉于中级人民法院。 <box>741 1826 859 1874</box>
notice-paragraph: 本委受理申请人与被申请人劳动争议仲裁一案，依照相关规定向你公告送达仲裁申请书副本、答辩通知书、举证通知书、仲裁庭组成通知书及开庭通知书。自公告之日起经过30日即视为送达，答辩期和举证期为公告送达期满后的10日内，并定于期满后第3日在本委仲裁庭开庭审理，逾期不到庭将依法缺席裁决。 <box>910 385 1027 433</box>
notice-paragraph: 本委受理申请人与被申请人劳动争议仲裁一案，依照相关规定向你公告送达仲裁申请书副本、答辩通知书、举证通知书、仲裁庭组成通知书及开庭通知书。自公告之日起经过30日即视为送达，答辩期和举证期为公告送达期满后的10日内，并定于期满后第3日在本委仲裁庭开庭审理，逾期不到庭将依法缺席裁决。 <box>741 723 859 771</box>
notice-signature: 广东省深圳市福田区人民法院 <box>113 645 179 651</box>
notice-paragraph: 本院在审理原告与被告买卖合同纠纷一案中，因被告下落不明，依照《中华人民共和国民事诉讼法》之规定，向你公告送达本院作出的民事判决书。判决书主文：被告于本判决生效之日起十日内支付原告货款及利息，案件受理费由被告负担。如不服本判决，可在公告期满之日起15日内向本院递交上诉状，上诉于中级人民法院。 <box>231 526 350 574</box>
notice-signature: 河南省郑州市金水区人民法院 <box>793 361 859 367</box>
notice-signature: 广东省深圳市福田区人民法院 <box>455 401 521 407</box>
notice-signature: 天津市和平区人民法院 <box>641 739 692 745</box>
notice-signature: 江苏省南京市秦淮区人民法院 <box>793 1647 859 1653</box>
notice-signature: 武汉仲裁委员会 <box>485 1537 521 1543</box>
notice-signature: 广东省深圳市福田区人民法院 <box>626 272 692 278</box>
notice-text <box>397 178 525 2050</box>
notice-signature: 四川省成都市武侯区人民法院 <box>626 1124 692 1130</box>
notice-signature: 北京市朝阳区人民法院 <box>128 1870 179 1876</box>
notice-signature: 辽宁省沈阳市和平区人民法院 <box>793 307 859 313</box>
notice-signature: 山西省太原市小店区人民法院 <box>284 1098 350 1104</box>
notice-paragraph: 本院受理申请人与被申请人借款合同纠纷一案，现依法向你公告送达起诉状副本、证据材料、应诉通知书、举证通知书、合议庭组成人员通知书及开庭传票。自本公告发出之日起经过30日即视为送达。提出答辩状的期限和举证期限为公告送达期满后的15日内，逾期将依法判决。 <box>60 1704 179 1745</box>
notice-signature: 辽宁省沈阳市和平区人民法院 <box>113 1579 179 1585</box>
notice-signature: 武汉仲裁委员会 <box>823 1356 859 1362</box>
notice-text <box>56 178 183 2052</box>
notice-signature: 湖北省武汉市江汉区人民法院 <box>793 1762 859 1768</box>
notice-signature: 江苏省南京市秦淮区人民法院 <box>284 1971 350 1977</box>
notice-paragraph: 本院在审理原告与被告买卖合同纠纷一案中，因被告下落不明，依照《中华人民共和国民事诉讼法》之规定，向你公告送达本院作出的民事判决书。判决书主文：被告于本判决生效之日起十日内支付原告货款及利息，案件受理费由被告负担。如不服本判决，可在公告期满之日起15日内向本院递交上诉状，上诉于中级人民法院。 <box>910 615 1027 663</box>
page-label-6: 10/11 中缝 <box>905 100 1010 122</box>
notice-text <box>227 178 354 2106</box>
notice-paragraph: 本院在审理原告与被告买卖合同纠纷一案中，因被告下落不明，依照《中华人民共和国民事诉讼法》之规定，向你公告送达本院作出的民事判决书。判决书主文：被告于本判决生效之日起十日内支付原告货款及利息，案件受理费由被告负担。如不服本判决，可在公告期满之日起15日内向本院递交上诉状，上诉于中级人民法院。 <box>60 1467 179 1515</box>
notice-paragraph: 本院受理原告诉被告合同纠纷一案，因你下落不明，依照《中华人民共和国民事诉讼法》第九十五条规定，向你公告送达起诉状副本、应诉通知书、举证通知书、开庭传票等。自公告之日起经过30日即视为送达。提出答辩状和举证的期限分别为公告期满后的15日和30日内。并定于举证期满后第3日上午9时（遇法定节假日顺延）在本院第十三法庭公开开庭审理，逾期将依法缺席裁判。 <box>401 627 522 682</box>
notice-signature: 天津市和平区人民法院 <box>299 976 350 982</box>
notice-paragraph: 本院受理申请人与被申请人借款合同纠纷一案，现依法向你公告送达起诉状副本、证据材料、应诉通知书、举证通知书、合议庭组成人员通知书及开庭传票。自本公告发出之日起经过30日即视为送达。提出答辩状的期限和举证期限为公告送达期满后的15日内，逾期将依法判决。 <box>741 608 859 649</box>
notice-paragraph: 本院在审理原告与被告买卖合同纠纷一案中，因被告下落不明，依照《中华人民共和国民事诉讼法》之规定，向你公告送达本院作出的民事判决书。判决书主文：被告于本判决生效之日起十日内支付原告货款及利息，案件受理费由被告负担。如不服本判决，可在公告期满之日起15日内向本院递交上诉状，上诉于中级人民法院。 <box>910 1197 1027 1245</box>
page-label-3: 5/8 中缝 <box>401 100 479 122</box>
notice-signature: 四川省成都市武侯区人民法院 <box>113 706 179 712</box>
notice-signature: 河南省郑州市金水区人民法院 <box>455 1368 521 1374</box>
notice-signature: 湖北省武汉市江汉区人民法院 <box>626 1814 692 1820</box>
notice-signature: 湖北省武汉市江汉区人民法院 <box>793 943 859 949</box>
notice-signature: 河北省石家庄市中级人民法院 <box>961 1424 1027 1430</box>
notice-paragraph: 本院受理申请人与被申请人借款合同纠纷一案，现依法向你公告送达起诉状副本、证据材料、应诉通知书、举证通知书、合议庭组成人员通知书及开庭传票。自本公告发出之日起经过30日即视为送达。提出答辩状的期限和举证期限为公告送达期满后的15日内，逾期将依法判决。 <box>572 634 693 675</box>
notice-paragraph: 本院受理原告诉被告合同纠纷一案，因你下落不明，依照《中华人民共和国民事诉讼法》第九十五条规定，向你公告送达起诉状副本、应诉通知书、举证通知书、开庭传票等。自公告之日起经过30日即视为送达。提出答辩状和举证的期限分别为公告期满后的15日和30日内。并定于举证期满后第3日上午9时（遇法定节假日顺延）在本院第十三法庭公开开庭审理，逾期将依法缺席裁判。 <box>910 493 1027 548</box>
notice-paragraph: 本院在审理原告与被告买卖合同纠纷一案中，因被告下落不明，依照《中华人民共和国民事诉讼法》之规定，向你公告送达本院作出的民事判决书。判决书主文：被告于本判决生效之日起十日内支付原告货款及利息，案件受理费由被告负担。如不服本判决，可在公告期满之日起15日内向本院递交上诉状，上诉于中级人民法院。 <box>910 324 1027 372</box>
notice-signature: 陕西省西安市雁塔区人民法院 <box>455 617 521 623</box>
notice-paragraph: 本委受理申请人与被申请人劳动争议仲裁一案，依照相关规定向你公告送达仲裁申请书副本、答辩通知书、举证通知书、仲裁庭组成通知书及开庭通知书。自公告之日起经过30日即视为送达，答辩期和举证期为公告送达期满后的10日内，并定于期满后第3日在本委仲裁庭开庭审理，逾期不到庭将依法缺席裁决。 <box>231 1169 350 1217</box>
notice-signature: 重庆市渝中区人民法院 <box>470 685 521 691</box>
notice-signature: 武汉仲裁委员会 <box>991 1248 1027 1254</box>
notice-signature: 山西省太原市小店区人民法院 <box>284 1917 350 1923</box>
notice-paragraph: 遗失声明：某某公司不慎遗失营业执照正本、副本，统一社会信用代码：91420100MA4K******，声明作废。另遗失公章、财务专用章、发票专用章各一枚，声明作废。某某个人不慎遗失身份证、驾驶证，声明作废。 <box>572 519 693 553</box>
notice-paragraph: 遗失声明：某某公司不慎遗失营业执照正本、副本，统一社会信用代码：91420100MA4K******，声明作废。另遗失公章、财务专用章、发票专用章各一枚，声明作废。某某个人不慎遗失身份证、驾驶证，声明作废。 <box>910 446 1027 480</box>
notice-signature: 天津市和平区人民法院 <box>808 1471 859 1477</box>
notice-signature: 重庆市渝中区人民法院 <box>808 483 859 489</box>
notice-paragraph: 遗失声明：某某公司不慎遗失营业执照正本、副本，统一社会信用代码：91420100MA4K******，声明作废。另遗失公章、财务专用章、发票专用章各一枚，声明作废。某某个人不慎遗失身份证、驾驶证，声明作废。 <box>231 357 350 391</box>
notice-signature: 浙江省杭州市西湖区人民法院 <box>113 530 179 536</box>
notice-signature: 浙江省杭州市西湖区人民法院 <box>961 1600 1027 1606</box>
notice-paragraph: 本院在审理原告与被告买卖合同纠纷一案中，因被告下落不明，依照《中华人民共和国民事诉讼法》之规定，向你公告送达本院作出的民事判决书。判决书主文：被告于本判决生效之日起十日内支付原告货款及利息，案件受理费由被告负担。如不服本判决，可在公告期满之日起15日内向本院递交上诉状，上诉于中级人民法院。 <box>231 1108 350 1156</box>
notice-paragraph: 遗失声明：某某公司不慎遗失营业执照正本、副本，统一社会信用代码：91420100MA4K******，声明作废。另遗失公章、财务专用章、发票专用章各一枚，声明作废。某某个人不慎遗失身份证、驾驶证，声明作废。 <box>231 1521 350 1555</box>
notice-paragraph: 本院受理申请人与被申请人借款合同纠纷一案，现依法向你公告送达起诉状副本、证据材料、应诉通知书、举证通知书、合议庭组成人员通知书及开庭传票。自本公告发出之日起经过30日即视为送达。提出答辩状的期限和举证期限为公告送达期满后的15日内，逾期将依法判决。 <box>572 1202 693 1243</box>
notice-signature: 重庆市渝中区人民法院 <box>808 1295 859 1301</box>
